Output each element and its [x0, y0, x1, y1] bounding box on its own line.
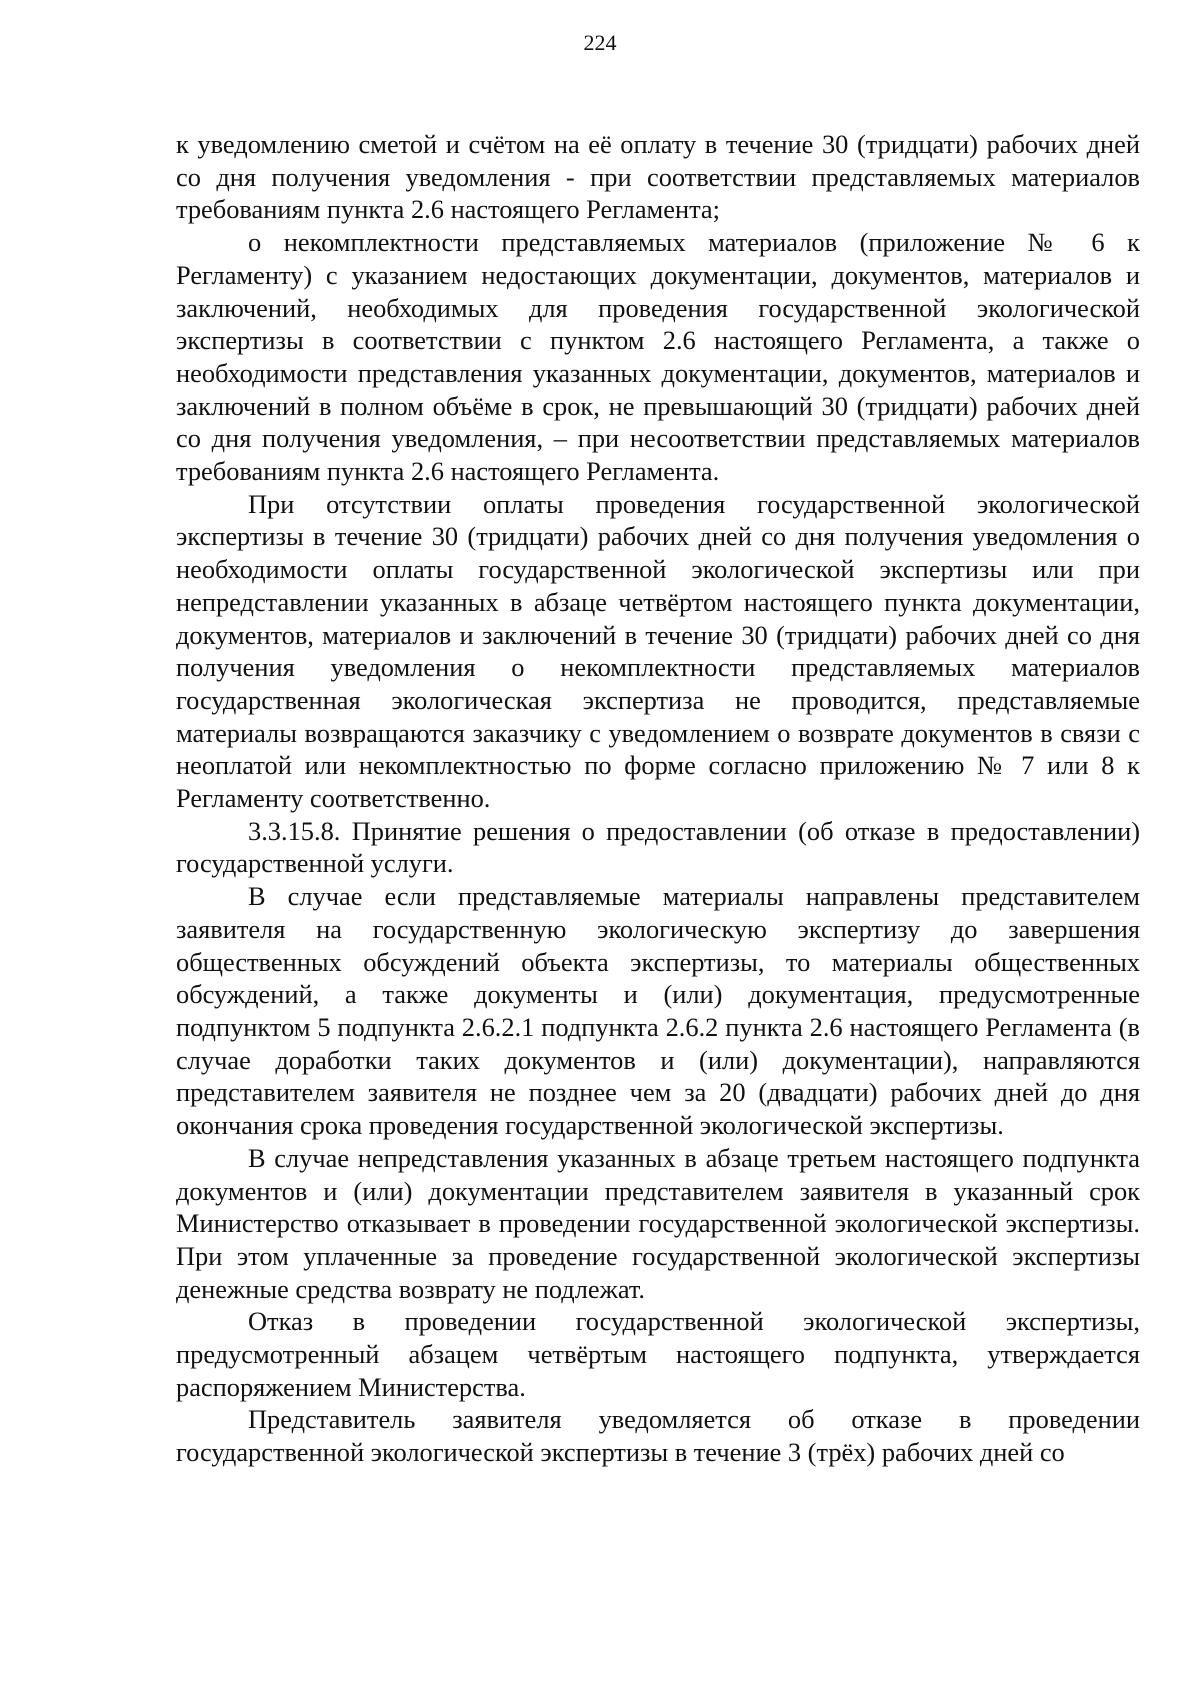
paragraph-5: В случае если представляемые материалы направлены представителем заявителя на государственную экологическую экспертизу до завершения общественных обсуждений объекта экспертизы, то материалы общественных обсуждений, а также документы и (или) документация, предусмотренные подпунктом 5 подпункта 2.6.2.1 подпункта 2.6.2 пункта 2.6 настоящего Регламента (в случае доработки таких документов и (или) документации), направляются представителем заявителя не позднее чем за 20 (двадцати) рабочих дней до дня окончания срока проведения государственной экологической экспертизы. — [176, 881, 1140, 1141]
page-number: 224 — [583, 30, 617, 55]
paragraph-4-clause-3-3-15-8: 3.3.15.8. Принятие решения о предоставлении (об отказе в предоставлении) государственной услуги. — [176, 815, 1140, 879]
paragraph-2: о некомплектности представляемых материалов (приложение № 6 к Регламенту) с указанием недостающих документации, документов, материалов и заключений, необходимых для проведения государственной экологической экспертизы в соответствии с пунктом 2.6 настоящего Регламента, а также о необходимости представления указанных документации, документов, материалов и заключений в полном объёме в срок, не превышающий 30 (тридцати) рабочих дней со дня получения уведомления, – при несоответствии представляемых материалов требованиям пункта 2.6 настоящего Регламента. — [176, 227, 1140, 487]
paragraph-1: к уведомлению сметой и счётом на её оплату в течение 30 (тридцати) рабочих дней со дня получения уведомления - при соответствии представляемых материалов требованиям пункта 2.6 настоящего Регламента; — [176, 129, 1140, 225]
paragraph-6: В случае непредставления указанных в абзаце третьем настоящего подпункта документов и (или) документации представителем заявителя в указанный срок Министерство отказывает в проведении государственной экологической экспертизы. При этом уплаченные за проведение государственной экологической экспертизы денежные средства возврату не подлежат. — [176, 1142, 1140, 1304]
paragraph-3: При отсутствии оплаты проведения государственной экологической экспертизы в течение 30 (тридцати) рабочих дней со дня получения уведомления о необходимости оплаты государственной экологической экспертизы или при непредставлении указанных в абзаце четвёртом настоящего пункта документации, документов, материалов и заключений в течение 30 (тридцати) рабочих дней со дня получения уведомления о некомплектности представляемых материалов государственная экологическая экспертиза не проводится, представляемые материалы возвращаются заказчику с уведомлением о возврате документов в связи с неоплатой или некомплектностью по форме согласно приложению № 7 или 8 к Регламенту соответственно. — [176, 488, 1140, 814]
paragraph-7: Отказ в проведении государственной экологической экспертизы, предусмотренный абзацем четвёртым настоящего подпункта, утверждается распоряжением Министерства. — [176, 1306, 1140, 1402]
document-body — [176, 128, 1140, 1469]
paragraph-8: Представитель заявителя уведомляется об отказе в проведении государственной экологической экспертизы в течение 3 (трёх) рабочих дней со — [176, 1404, 1140, 1468]
